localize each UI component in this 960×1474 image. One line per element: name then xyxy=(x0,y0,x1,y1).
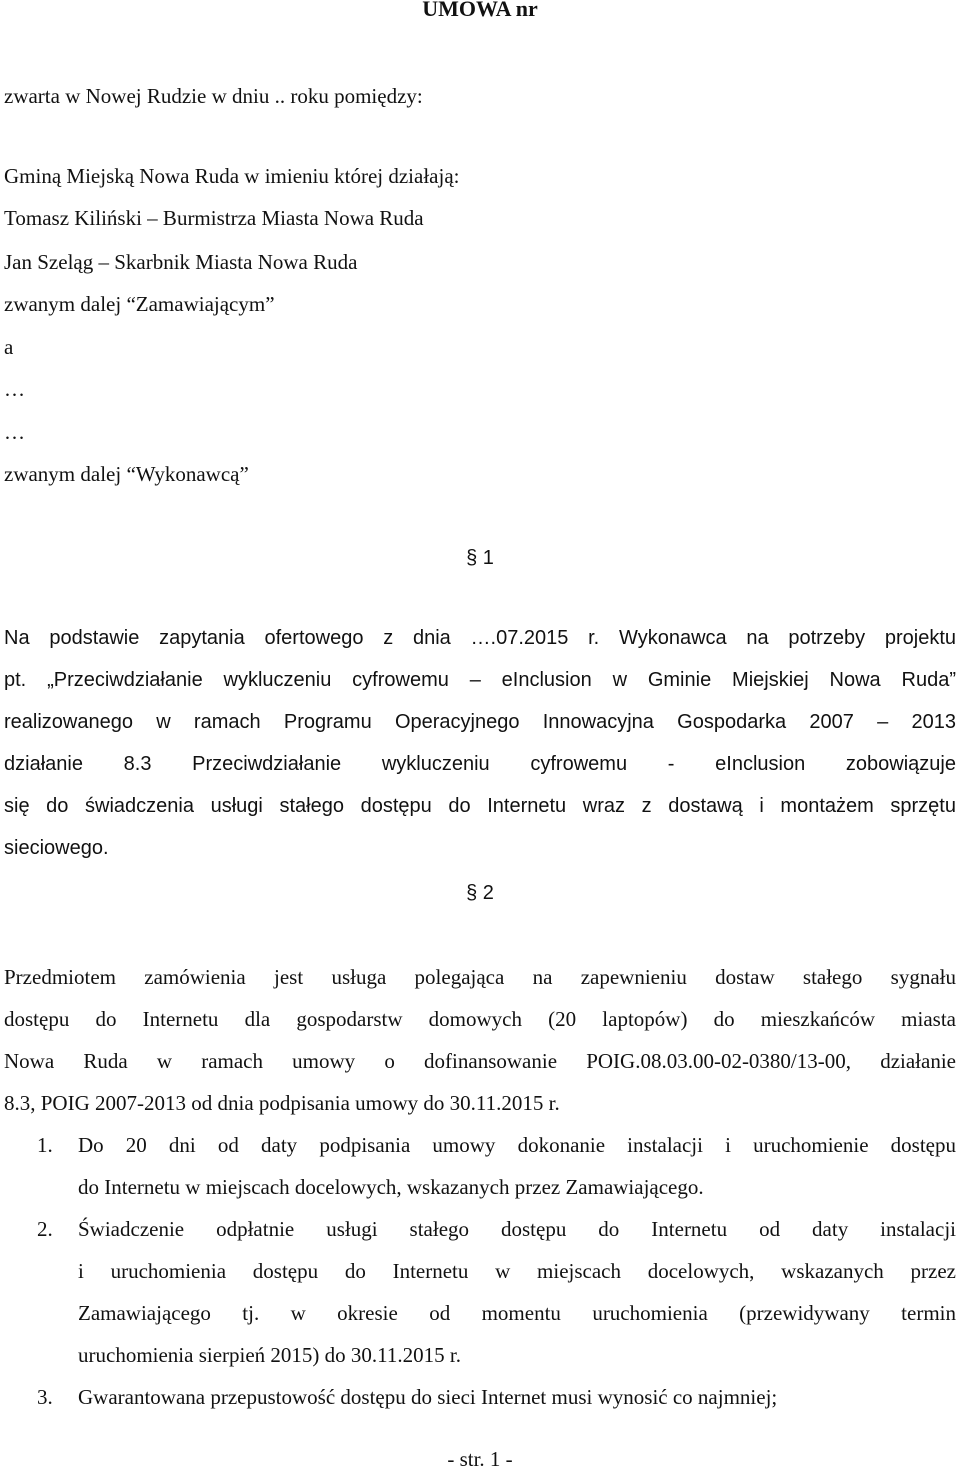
list-item-line: uruchomienia sierpień 2015) do 30.11.2015 r. xyxy=(78,1343,461,1367)
list-item-line: Gwarantowana przepustowość dostępu do sieci Internet musi wynosić co najmniej; xyxy=(78,1385,778,1409)
party2-line-2: … xyxy=(4,420,25,444)
list-item-line: do Internetu w miejscach docelowych, wskazanych przez Zamawiającego. xyxy=(78,1175,704,1199)
list-item-line: i uruchomienia dostępu do Internetu w miejscach docelowych, wskazanych przez xyxy=(78,1259,956,1283)
section-1-line: realizowanego w ramach Programu Operacyjnego Innowacyjna Gospodarka 2007 – 2013 xyxy=(4,711,956,733)
section-1-line: działanie 8.3 Przeciwdziałanie wykluczeniu cyfrowemu - eInclusion zobowiązuje xyxy=(4,753,956,775)
section-2-line: Nowa Ruda w ramach umowy o dofinansowanie POIG.08.03.00-02-0380/13-00, działanie xyxy=(4,1049,956,1073)
list-item-line: Świadczenie odpłatnie usługi stałego dostępu do Internetu od daty instalacji xyxy=(78,1217,956,1241)
list-item-line: Do 20 dni od daty podpisania umowy dokonanie instalacji i uruchomienie dostępu xyxy=(78,1133,956,1157)
page-number-footer: - str. 1 - xyxy=(447,1447,513,1471)
list-item-number: 3. xyxy=(37,1385,53,1409)
section-2-list xyxy=(0,1124,960,1418)
list-item xyxy=(0,1376,960,1418)
section-2-line: Przedmiotem zamówienia jest usługa polegająca na zapewnieniu dostaw stałego sygnału xyxy=(4,965,956,989)
list-item-line: Zamawiającego tj. w okresie od momentu uruchomienia (przewidywany termin xyxy=(78,1301,956,1325)
document-title: UMOWA nr xyxy=(422,0,538,21)
party1-line-3: Jan Szeląg – Skarbnik Miasta Nowa Ruda xyxy=(4,250,358,274)
section-1-line: pt. „Przeciwdziałanie wykluczeniu cyfrowemu – eInclusion w Gminie Miejskiej Nowa Ruda” xyxy=(4,669,956,691)
list-item-number: 1. xyxy=(37,1133,53,1157)
section-2-paragraph xyxy=(4,956,956,1124)
section-1-line: się do świadczenia usługi stałego dostępu do Internetu wraz z dostawą i montażem sprzętu xyxy=(4,795,956,817)
party2-line-1: … xyxy=(4,377,25,401)
section-2-line: dostępu do Internetu dla gospodarstw domowych (20 laptopów) do mieszkańców miasta xyxy=(4,1007,956,1031)
party1-line-2: Tomasz Kiliński – Burmistrza Miasta Nowa Ruda xyxy=(4,206,424,230)
section-1-paragraph xyxy=(4,617,956,869)
section-2-line: 8.3, POIG 2007-2013 od dnia podpisania umowy do 30.11.2015 r. xyxy=(4,1091,560,1115)
party1-line-4: zwanym dalej “Zamawiającym” xyxy=(4,292,275,316)
list-item xyxy=(0,1124,960,1208)
list-item xyxy=(0,1208,960,1376)
section-1-line: Na podstawie zapytania ofertowego z dnia ….07.2015 r. Wykonawca na potrzeby projektu xyxy=(4,627,956,649)
date-line: zwarta w Nowej Rudzie w dniu .. roku pomiędzy: xyxy=(4,84,423,108)
list-item-number: 2. xyxy=(37,1217,53,1241)
section-1-line: sieciowego. xyxy=(4,837,109,859)
section-2-mark: § 2 xyxy=(466,882,494,904)
party2-line-3: zwanym dalej “Wykonawcą” xyxy=(4,462,249,486)
party1-line-1: Gminą Miejską Nowa Ruda w imieniu której działają: xyxy=(4,164,460,188)
section-1-mark: § 1 xyxy=(466,547,494,569)
conjunction: a xyxy=(4,335,14,359)
